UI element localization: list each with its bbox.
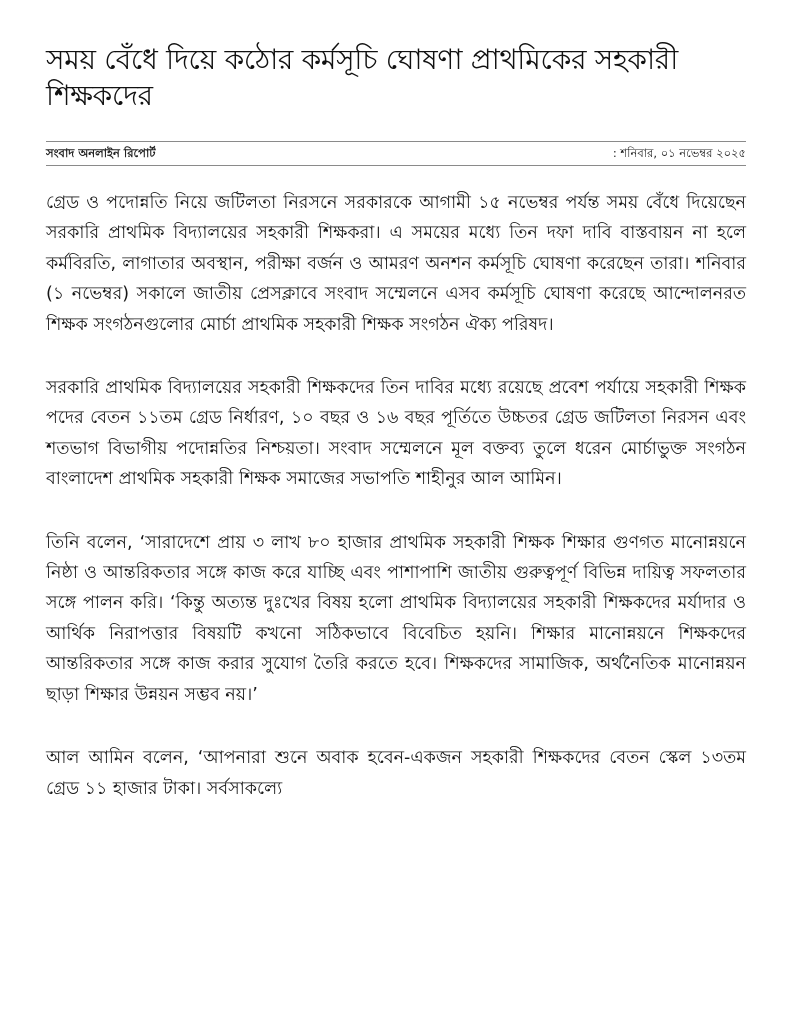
article-byline — [46, 145, 746, 163]
byline-date: : শনিবার, ০১ নভেম্বর ২০২৫ — [612, 145, 746, 160]
byline-author: সংবাদ অনলাইন রিপোর্ট — [46, 145, 156, 160]
article-body — [46, 188, 746, 837]
byline-top-divider — [46, 141, 746, 142]
article-paragraph: তিনি বলেন, ‘সারাদেশে প্রায় ৩ লাখ ৮০ হাজার প্রাথমিক সহকারী শিক্ষক শিক্ষার গুণগত মানোন্নয়নে নিষ্ঠা ও আন্তরিকতার সঙ্গে কাজ করে যাচ্ছি এবং পাশাপাশি জাতীয় গুরুত্বপূর্ণ বিভিন্ন দায়িত্ব সফলতার সঙ্গে পালন করি। ‘কিন্তু অত্যন্ত দুঃখের বিষয় হলো প্রাথমিক বিদ্যালয়ের সহকারী শিক্ষকদের মর্যাদার ও আর্থিক নিরাপত্তার বিষয়টি কখনো সঠিকভাবে বিবেচিত হয়নি। শিক্ষার মানোন্নয়নে শিক্ষকদের আন্তরিকতার সঙ্গে কাজ করার সুযোগ তৈরি করতে হবে। শিক্ষকদের সামাজিক, অর্থনৈতিক মানোন্নয়ন ছাড়া শিক্ষার উন্নয়ন সম্ভব নয়।’ — [46, 532, 746, 705]
article-headline: সময় বেঁধে দিয়ে কঠোর কর্মসূচি ঘোষণা প্রাথমিকের সহকারী শিক্ষকদের — [46, 43, 678, 112]
byline-bottom-divider — [46, 165, 746, 166]
article-paragraph: গ্রেড ও পদোন্নতি নিয়ে জটিলতা নিরসনে সরকারকে আগামী ১৫ নভেম্বর পর্যন্ত সময় বেঁধে দিয়েছেন সরকারি প্রাথমিক বিদ্যালয়ের সহকারী শিক্ষকরা। এ সময়ের মধ্যে তিন দফা দাবি বাস্তবায়ন না হলে কর্মবিরতি, লাগাতার অবস্থান, পরীক্ষা বর্জন ও আমরণ অনশন কর্মসূচি ঘোষণা করেছেন তারা। শনিবার (১ নভেম্বর) সকালে জাতীয় প্রেসক্লাবে সংবাদ সম্মেলনে এসব কর্মসূচি ঘোষণা করেছে আন্দোলনরত শিক্ষক সংগঠনগুলোর মোর্চা প্রাথমিক সহকারী শিক্ষক সংগঠন ঐক্য পরিষদ। — [46, 193, 746, 335]
article-paragraph: আল আমিন বলেন, ‘আপনারা শুনে অবাক হবেন-একজন সহকারী শিক্ষকদের বেতন স্কেল ১৩তম গ্রেড ১১ হাজার টাকা। সর্বসাকল্যে — [46, 748, 746, 799]
article-paragraph: সরকারি প্রাথমিক বিদ্যালয়ের সহকারী শিক্ষকদের তিন দাবির মধ্যে রয়েছে প্রবেশ পর্যায়ে সহকারী শিক্ষক পদের বেতন ১১তম গ্রেড নির্ধারণ, ১০ বছর ও ১৬ বছর পূর্তিতে উচ্চতর গ্রেড জটিলতা নিরসন এবং শতভাগ বিভাগীয় পদোন্নতির নিশ্চয়তা। সংবাদ সম্মেলনে মূল বক্তব্য তুলে ধরেন মোর্চাভুক্ত সংগঠন বাংলাদেশ প্রাথমিক সহকারী শিক্ষক সমাজের সভাপতি শাহীনুর আল আমিন। — [46, 378, 746, 490]
